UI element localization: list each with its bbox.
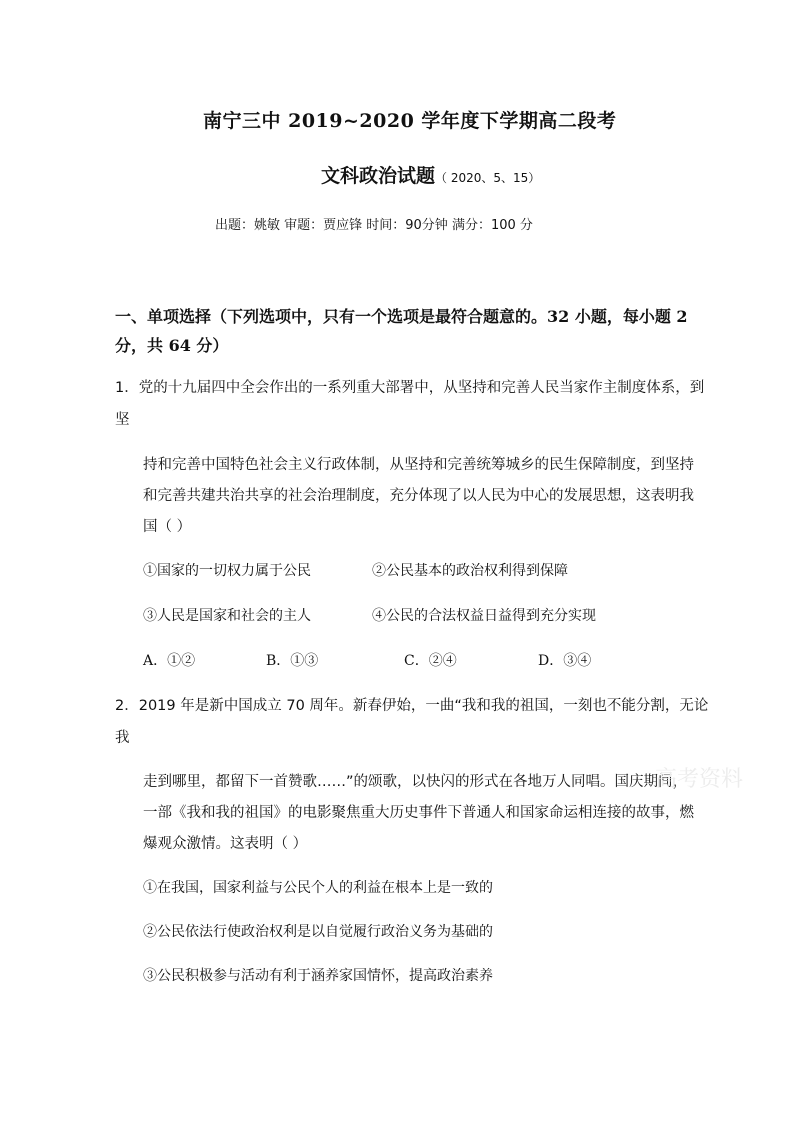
exam-meta: 出题：姚敏 审题：贾应锋 时间：90分钟 满分：100 分 (215, 218, 533, 233)
choice-c[interactable]: C．②④ (404, 653, 457, 669)
exam-date: （ 2020、5、15） (435, 171, 541, 185)
exam-title: 南宁三中 2019~2020 学年度下学期高二段考 (203, 110, 617, 132)
question-1-statement-1: ①国家的一切权力属于公民 (143, 563, 311, 579)
question-2-line: 一部《我和我的祖国》的电影聚焦重大历史事件下普通人和国家命运相连接的故事，燃 (143, 805, 694, 821)
question-1-statement-4: ④公民的合法权益日益得到充分实现 (372, 608, 596, 624)
question-2-line: 2．2019 年是新中国成立 70 周年。新春伊始，一曲“我和我的祖国，一刻也不能分割，无论 (115, 698, 709, 714)
question-2-statement-3: ③公民积极参与活动有利于涵养家国情怀，提高政治素养 (143, 968, 493, 984)
choice-d[interactable]: D．③④ (538, 653, 592, 669)
subject-title: 文科政治试题 (321, 165, 436, 187)
question-1-line: 坚 (115, 412, 130, 428)
question-2-statement-2: ②公民依法行使政治权利是以自觉履行政治义务为基础的 (143, 924, 493, 940)
question-1-line: 和完善共建共治共享的社会治理制度，充分体现了以人民为中心的发展思想，这表明我 (143, 488, 694, 504)
question-2-line: 走到哪里，都留下一首赞歌……”的颂歌，以快闪的形式在各地万人同唱。国庆期间， (143, 774, 688, 790)
watermark: 高考资料 (655, 767, 744, 792)
exam-subtitle (321, 161, 540, 188)
question-1-line: 国（ ） (143, 519, 192, 535)
question-1-line: 1．党的十九届四中全会作出的一系列重大部署中，从坚持和完善人民当家作主制度体系，到 (115, 380, 705, 396)
section-heading-line2: 分，共 64 分） (115, 336, 229, 355)
question-2-line: 爆观众激情。这表明（ ） (143, 836, 308, 852)
choice-a[interactable]: A．①② (143, 653, 196, 669)
section-heading-line1: 一、单项选择（下列选项中，只有一个选项是最符合题意的。32 小题，每小题 2 (115, 307, 688, 326)
question-1-statement-2: ②公民基本的政治权利得到保障 (372, 563, 568, 579)
choice-b[interactable]: B．①③ (266, 653, 319, 669)
question-1-line: 持和完善中国特色社会主义行政体制，从坚持和完善统筹城乡的民生保障制度，到坚持 (143, 457, 694, 473)
question-2-line: 我 (115, 730, 130, 746)
question-2-statement-1: ①在我国，国家利益与公民个人的利益在根本上是一致的 (143, 880, 493, 896)
question-1-statement-3: ③人民是国家和社会的主人 (143, 608, 311, 624)
